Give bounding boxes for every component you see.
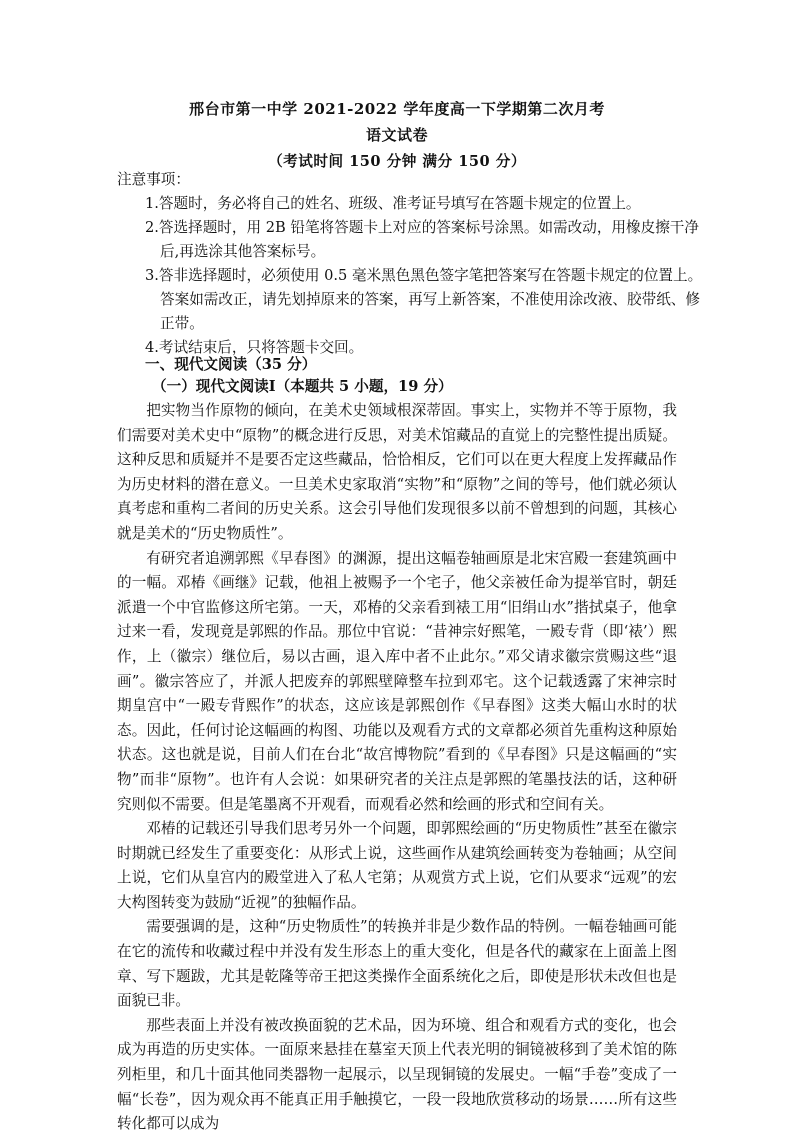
passage-paragraph-3: 邓椿的记载还引导我们思考另外一个问题，即郭熙绘画的“历史物质性”甚至在徽宗时期就已经发生了重要变化：从形式上说，这些画作从建筑绘画转变为卷轴画；从空间上说，它们从皇宫内的殿堂进入了私人宅第；从观赏方式上说，它们从要求“远观”的宏大构图转变为鼓励“近视”的独幅作品。 (117, 820, 677, 911)
passage-paragraph-2: 有研究者追溯郭熙《早春图》的渊源，提出这幅卷轴画原是北宋宫殿一套建筑画中的一幅。邓椿《画继》记载，他祖上被赐予一个宅子，他父亲被任命为提举官时，朝廷派遣一个中官监修这所宅第。一天，邓椿的父亲看到裱工用“旧绢山水”揩拭桌子，他拿过来一看，发现竟是郭熙的作品。那位中官说：“昔神宗好熙笔，一殿专背（即‘裱’）熙作，上（徽宗）继位后，易以古画，退入库中者不止此尔。”邓父请求徽宗赏赐这些“退画”。徽宗答应了，并派人把废弃的郭熙壁障整车拉到邓宅。这个记载透露了宋神宗时期皇宫中“一殿专背熙作”的状态，这应该是郭熙创作《早春图》这类大幅山水时的状态。因此，任何讨论这幅画的构图、功能以及观看方式的文章都必须首先重构这种原始状态。这也就是说，目前人们在台北“故宫博物院”看到的《早春图》只是这幅画的“实物”而非“原物”。也许有人会说：如果研究者的关注点是郭熙的笔墨技法的话，这种研究则似不需要。但是笔墨离不开观看，而观看必然和绘画的形式和空间有关。 (117, 549, 677, 813)
note-item-1: 1.答题时，务必将自己的姓名、班级、准考证号填写在答题卡规定的位置上。 (145, 195, 641, 212)
note-item-2-continued: 后,再选涂其他答案标号。 (160, 243, 326, 260)
note-item-3-continued: 答案如需改正，请先划掉原来的答案，再写上新答案，不准使用涂改液、胶带纸、修 (160, 291, 700, 308)
passage-paragraph-5: 那些表面上并没有被改换面貌的艺术品，因为环境、组合和观看方式的变化，也会成为再造的历史实体。一面原来悬挂在墓室天顶上代表光明的铜镜被移到了美术馆的陈列柜里，和几十面其他同类器物一起展示，以呈现铜镜的发展史。一幅“手卷”变成了一幅“长卷”，因为观众再不能真正用手触摸它，一段一段地欣赏移动的场景……所有这些转化都可以成为 (117, 1016, 677, 1133)
section-heading: 一、现代文阅读（35 分） (145, 356, 317, 373)
reading-passage (117, 399, 677, 1137)
subsection-heading: （一）现代文阅读Ⅰ（本题共 5 小题，19 分） (152, 378, 453, 395)
note-item-3-end: 正带。 (160, 315, 204, 332)
subject-title: 语文试卷 (365, 126, 428, 144)
note-item-3: 3.答非选择题时，必须使用 0.5 毫米黑色黑色签字笔把答案写在答题卡规定的位置上。 (145, 267, 703, 284)
note-item-4: 4.考试结束后，只将答题卡交回。 (145, 339, 364, 356)
exam-time-score: （考试时间 150 分钟 满分 150 分） (268, 153, 526, 170)
notes-heading: 注意事项： (117, 171, 190, 188)
note-item-2: 2.答选择题时，用 2B 铅笔将答题卡上对应的答案标号涂黑。如需改动，用橡皮擦干净 (145, 219, 699, 236)
exam-title: 邢台市第一中学 2021-2022 学年度高一下学期第二次月考 (189, 100, 605, 118)
passage-paragraph-1: 把实物当作原物的倾向，在美术史领域根深蒂固。事实上，实物并不等于原物，我们需要对美术史中“原物”的概念进行反思，对美术馆藏品的直觉上的完整性提出质疑。这种反思和质疑并不是要否定这些藏品，恰恰相反，它们可以在更大程度上发挥藏品作为历史材料的潜在意义。一旦美术史家取消“实物”和“原物”之间的等号，他们就必须认真考虑和重构二者间的历史关系。这会引导他们发现很多以前不曾想到的问题，其核心就是美术的“历史物质性”。 (117, 402, 677, 542)
passage-paragraph-4: 需要强调的是，这种“历史物质性”的转换并非是少数作品的特例。一幅卷轴画可能在它的流传和收藏过程中并没有发生形态上的重大变化，但是各代的藏家在上面盖上图章、写下题跋，尤其是乾隆等帝王把这类操作全面系统化之后，即使是形状未改但也是面貌已非。 (117, 918, 677, 1010)
